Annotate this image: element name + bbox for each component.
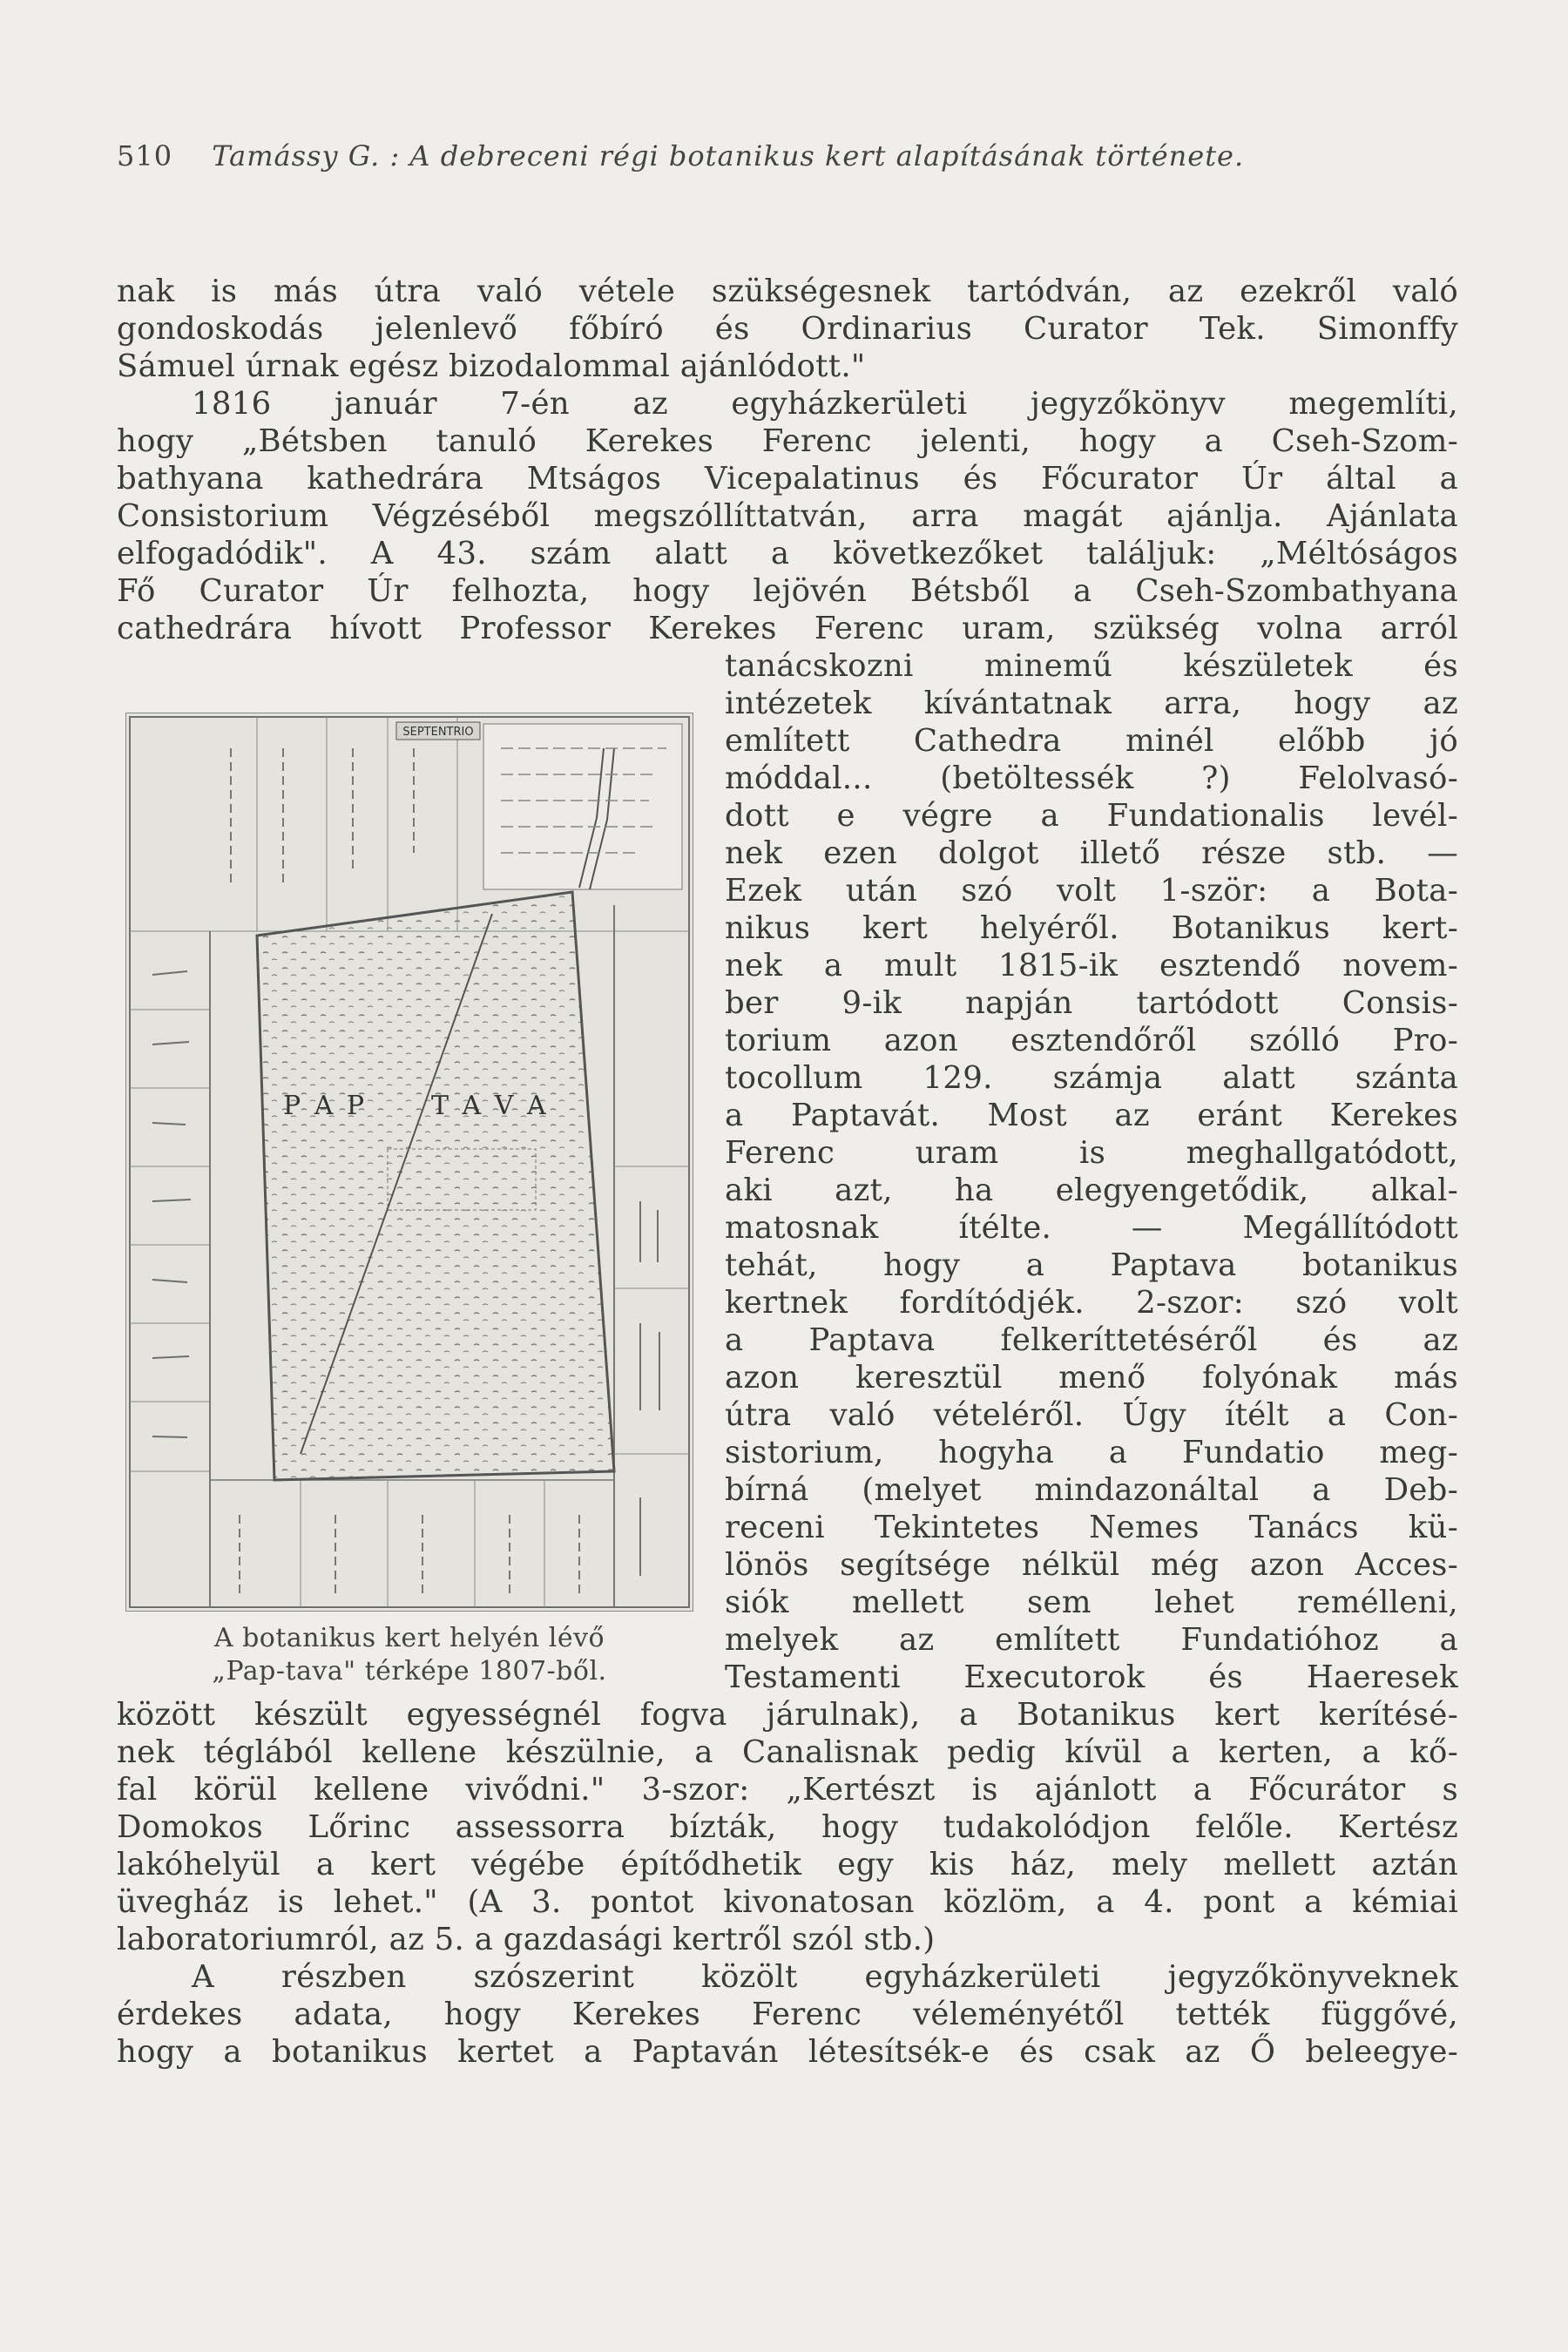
- body-line: cathedrára hívott Professor Kerekes Ferenc uram, szükség volna arról: [117, 611, 1458, 646]
- running-header: [117, 139, 1458, 172]
- body-line: elfogadódik". A 43. szám alatt a következőket találjuk: „Méltóságos: [117, 536, 1458, 571]
- column-line: ber 9-ik napján tartódott Consis-: [725, 985, 1458, 1021]
- body-line: között készült egyességnél fogva járulnak), a Botanikus kert kerítésé-: [117, 1697, 1458, 1733]
- column-line: nek ezen dolgot illető része stb. —: [725, 835, 1458, 871]
- column-line: matosnak ítélte. — Megállítódott: [725, 1210, 1458, 1246]
- body-line: gondoskodás jelenlevő főbíró és Ordinarius Curator Tek. Simonffy: [117, 311, 1458, 347]
- column-line: a Paptava felkeríttetéséről és az: [725, 1322, 1458, 1358]
- column-line: tehát, hogy a Paptava botanikus: [725, 1247, 1458, 1283]
- caption-line: „Pap-tava" térképe 1807-ből.: [212, 1656, 607, 1686]
- body-line: Consistorium Végzéséből megszóllíttatván, arra magát ajánlja. Ajánlata: [117, 498, 1458, 534]
- body-line: laboratoriumról, az 5. a gazdasági kertről szól stb.): [117, 1922, 936, 1957]
- column-line: torium azon esztendőről szólló Pro-: [725, 1023, 1458, 1058]
- column-line: siók mellett sem lehet remélleni,: [725, 1585, 1458, 1620]
- map-figure: [125, 713, 693, 1612]
- column-line: aki azt, ha elegyengetődik, alkal-: [725, 1173, 1458, 1208]
- body-line: hogy a botanikus kertet a Paptaván létesítsék-e és csak az Ő beleegye-: [117, 2034, 1458, 2070]
- map-illustration: [126, 713, 693, 1611]
- body-line: Fő Curator Úr felhozta, hogy lejövén Bétsből a Cseh-Szombathyana: [117, 573, 1458, 609]
- map-title-right: T A V A: [431, 1091, 549, 1121]
- body-line: fal körül kellene vivődni." 3-szor: „Kertészt is ajánlott a Főcurátor s: [117, 1772, 1458, 1808]
- column-line: intézetek kívántatnak arra, hogy az: [725, 686, 1458, 721]
- column-line: móddal... (betöltessék ?) Felolvasó-: [725, 760, 1458, 796]
- column-line: bírná (melyet mindazonáltal a Deb-: [725, 1472, 1458, 1508]
- body-line: bathyana kathedrára Mtságos Vicepalatinus és Főcurator Úr által a: [117, 461, 1458, 497]
- page-number: 510: [117, 139, 173, 172]
- column-line: útra való vételéről. Úgy ítélt a Con-: [725, 1397, 1458, 1433]
- caption-line: A botanikus kert helyén lévő: [213, 1623, 605, 1653]
- column-line: sistorium, hogyha a Fundatio meg-: [725, 1435, 1458, 1470]
- figure-caption: [122, 1622, 697, 1688]
- body-line: Sámuel úrnak egész bizodalommal ajánlódott.": [117, 348, 866, 384]
- body-line: Domokos Lőrinc assessorra bízták, hogy tudakolódjon felőle. Kertész: [117, 1809, 1458, 1845]
- column-line: említett Cathedra minél előbb jó: [725, 723, 1458, 759]
- column-line: Ezek után szó volt 1-ször: a Bota-: [725, 873, 1458, 909]
- body-line: érdekes adata, hogy Kerekes Ferenc véleményétől tették függővé,: [117, 1997, 1458, 2032]
- column-line: nek a mult 1815-ik esztendő novem-: [725, 948, 1458, 983]
- column-line: melyek az említett Fundatióhoz a: [725, 1622, 1458, 1658]
- map-north-label: SEPTENTRIO: [402, 726, 474, 739]
- column-line: dott e végre a Fundationalis levél-: [725, 798, 1458, 834]
- column-line: a Paptavát. Most az eránt Kerekes: [725, 1098, 1458, 1133]
- column-line: azon keresztül menő folyónak más: [725, 1360, 1458, 1396]
- body-line: nek téglából kellene készülnie, a Canalisnak pedig kívül a kerten, a kő-: [117, 1734, 1458, 1770]
- body-line: 1816 január 7-én az egyházkerületi jegyzőkönyv megemlíti,: [192, 386, 1458, 422]
- column-line: tanácskozni minemű készületek és: [725, 648, 1458, 684]
- column-line: kertnek fordítódjék. 2-szor: szó volt: [725, 1285, 1458, 1321]
- column-line: Ferenc uram is meghallgatódott,: [725, 1135, 1458, 1171]
- body-line: lakóhelyül a kert végébe építődhetik egy kis ház, mely mellett aztán: [117, 1847, 1458, 1882]
- column-line: receni Tekintetes Nemes Tanács kü-: [725, 1510, 1458, 1545]
- running-title: Tamássy G. : A debreceni régi botanikus kert alapításának története.: [212, 139, 1245, 172]
- column-line: lönös segítsége nélkül még azon Acces-: [725, 1547, 1458, 1583]
- column-line: Testamenti Executorok és Haeresek: [725, 1659, 1458, 1695]
- map-title-left: P A P: [283, 1091, 368, 1121]
- column-line: nikus kert helyéről. Botanikus kert-: [725, 910, 1458, 946]
- body-line: A részben szószerint közölt egyházkerületi jegyzőkönyveknek: [192, 1959, 1458, 1995]
- body-line: hogy „Bétsben tanuló Kerekes Ferenc jelenti, hogy a Cseh-Szom-: [117, 423, 1458, 459]
- column-line: tocollum 129. számja alatt szánta: [725, 1060, 1458, 1096]
- body-line: nak is más útra való vétele szükségesnek tartódván, az ezekről való: [117, 274, 1458, 309]
- body-line: üvegház is lehet." (A 3. pontot kivonatosan közlöm, a 4. pont a kémiai: [117, 1884, 1458, 1920]
